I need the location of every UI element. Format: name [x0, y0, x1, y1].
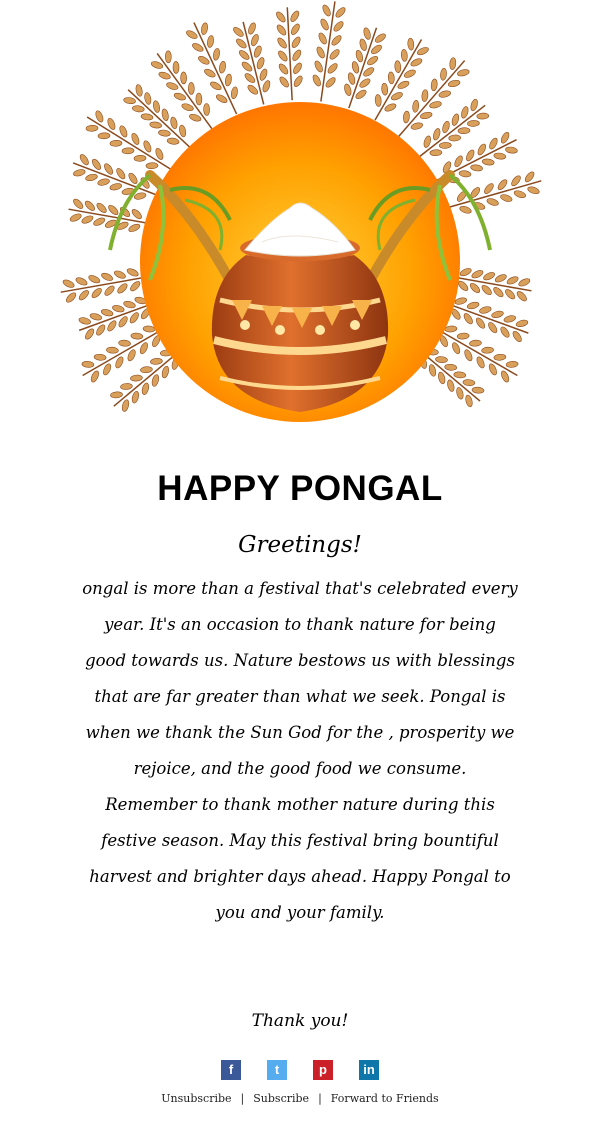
paddy-grain	[118, 340, 130, 347]
paddy-grain	[196, 93, 202, 105]
paddy-grain	[247, 22, 257, 35]
paddy-grain	[513, 189, 526, 199]
paddy-grain	[209, 80, 222, 91]
paddy-grain	[201, 22, 209, 35]
paddy-grain	[420, 111, 433, 120]
paddy-grain	[92, 216, 105, 227]
paddy-grain	[465, 149, 476, 162]
paddy-grain	[250, 33, 260, 46]
paddy-grain	[410, 122, 423, 131]
paddy-grain	[328, 48, 341, 61]
pongal-illustration	[0, 0, 600, 440]
paddy-grain	[72, 197, 85, 210]
paddy-grain	[173, 61, 179, 73]
paddy-grain	[112, 304, 125, 313]
paddy-grain	[403, 111, 410, 124]
paddy-grain	[446, 379, 455, 392]
paddy-grain	[388, 72, 395, 84]
message-paragraph-2: Remember to thank mother nature during this festive season. May this festival bring bountiful harvest and brighter days ahead. Happy Pongal to you and your family.	[89, 795, 511, 922]
paddy-grain	[130, 375, 142, 382]
paddy-grain	[161, 366, 170, 379]
paddy-grain	[114, 356, 125, 369]
paddy-grain	[523, 170, 535, 183]
paddy-grain	[481, 347, 493, 354]
paddy-grain	[253, 45, 263, 58]
paddy-grain	[232, 26, 245, 38]
paddy-grain	[343, 83, 352, 96]
paddy-grain	[118, 125, 128, 138]
paddy-grain	[115, 167, 127, 180]
unsubscribe-link[interactable]: Unsubscribe	[161, 1092, 232, 1105]
paddy-grain	[129, 280, 142, 293]
paddy-grain	[106, 347, 118, 354]
paddy-grain	[78, 316, 91, 325]
paddy-grain	[167, 137, 180, 145]
paddy-grain	[126, 267, 139, 278]
paddy-grain	[161, 108, 169, 121]
paddy-grain	[488, 137, 499, 150]
linkedin-icon[interactable]: in	[359, 1060, 379, 1080]
paddy-grain	[439, 142, 451, 149]
paddy-grain	[477, 113, 489, 120]
paddy-grain	[117, 315, 129, 328]
paddy-grain	[121, 399, 130, 412]
paddy-grain	[455, 387, 464, 400]
paddy-grain	[488, 363, 499, 376]
paddy-grain	[457, 333, 469, 340]
paddy-grain	[454, 371, 466, 378]
paddy-grain	[315, 46, 326, 59]
paddy-grain	[278, 75, 290, 88]
paddy-grain	[445, 325, 457, 332]
paddy-grain	[170, 116, 178, 129]
paddy-grain	[146, 162, 158, 169]
paddy-grain	[518, 277, 531, 288]
paddy-grain	[479, 306, 492, 315]
paddy-grain	[241, 60, 254, 72]
paddy-grain	[467, 120, 479, 127]
pinterest-icon[interactable]: p	[313, 1060, 333, 1080]
paddy-grain	[106, 319, 118, 332]
paddy-grain	[506, 275, 519, 286]
paddy-grain	[122, 147, 134, 154]
paddy-grain	[173, 92, 186, 102]
paddy-grain	[62, 278, 75, 289]
paddy-grain	[506, 361, 518, 368]
paddy-grain	[359, 38, 368, 51]
subscribe-link[interactable]: Subscribe	[253, 1092, 310, 1105]
message-body	[82, 571, 518, 931]
paddy-grain	[469, 282, 482, 295]
paddy-grain	[141, 113, 154, 121]
paddy-grain	[459, 267, 472, 278]
paddy-grain	[429, 100, 442, 109]
facebook-icon[interactable]: f	[221, 1060, 241, 1080]
page-title: HAPPY PONGAL	[157, 469, 443, 508]
paddy-grain	[238, 49, 251, 61]
paddy-grain	[276, 36, 288, 49]
paddy-grain	[213, 48, 221, 61]
paddy-grain	[458, 127, 470, 134]
paddy-grain	[69, 212, 82, 223]
paddy-grain	[275, 10, 287, 23]
paddy-grain	[432, 128, 441, 141]
paddy-grain	[492, 286, 505, 299]
paddy-grain	[332, 20, 345, 33]
paddy-grain	[113, 269, 126, 280]
paddy-grain	[500, 193, 513, 203]
paddy-grain	[291, 49, 302, 62]
paddy-grain	[319, 18, 330, 31]
paddy-grain	[292, 75, 303, 88]
paddy-grain	[493, 152, 506, 160]
paddy-grain	[362, 66, 375, 78]
paddy-grain	[397, 80, 410, 91]
paddy-grain	[149, 121, 162, 129]
paddy-grain	[390, 91, 403, 102]
paddy-grain	[449, 135, 461, 142]
paddy-grain	[453, 155, 464, 168]
paddy-grain	[515, 319, 528, 328]
paddy-grain	[459, 170, 472, 178]
paddy-grain	[73, 168, 86, 177]
paddy-grain	[127, 172, 139, 185]
pongal-hero-image	[0, 0, 600, 440]
paddy-grain	[275, 23, 287, 36]
paddy-grain	[180, 72, 186, 84]
paddy-grain	[470, 98, 479, 111]
paddy-grain	[131, 391, 140, 404]
paddy-grain	[503, 314, 516, 323]
paddy-grain	[475, 316, 487, 329]
paddy-grain	[410, 57, 423, 68]
paddy-grain	[130, 208, 143, 221]
paddy-grain	[219, 61, 227, 74]
paddy-grain	[152, 100, 160, 113]
paddy-grain	[438, 90, 451, 99]
paddy-grain	[235, 37, 248, 49]
paddy-grain	[150, 60, 163, 70]
paddy-grain	[412, 100, 419, 113]
paddy-grain	[317, 32, 328, 45]
paddy-grain	[97, 178, 110, 187]
footer-separator: |	[240, 1092, 245, 1105]
paddy-grain	[505, 146, 518, 154]
paddy-grain	[334, 6, 347, 19]
paddy-grain	[435, 356, 447, 363]
paddy-grain	[428, 364, 437, 377]
paddy-grain	[475, 356, 486, 369]
paddy-grain	[321, 4, 332, 17]
paddy-grain	[203, 68, 216, 79]
paddy-grain	[460, 106, 469, 119]
paddy-grain	[444, 364, 456, 371]
paddy-grain	[189, 113, 202, 123]
paddy-grain	[454, 297, 467, 306]
paddy-grain	[467, 301, 480, 310]
paddy-grain	[370, 43, 383, 55]
paddy-grain	[326, 62, 339, 75]
paddy-grain	[363, 27, 372, 40]
paddy-grain	[84, 199, 97, 212]
paddy-grain	[256, 57, 266, 70]
paddy-grain	[78, 289, 91, 302]
paddy-grain	[230, 86, 238, 99]
paddy-grain	[486, 197, 499, 207]
paddy-grain	[366, 55, 379, 67]
paddy-grain	[330, 34, 343, 47]
paddy-grain	[421, 89, 428, 102]
paddy-grain	[511, 330, 523, 343]
paddy-grain	[123, 300, 136, 309]
paddy-grain	[351, 61, 360, 74]
paddy-grain	[476, 143, 487, 156]
paddy-grain	[116, 282, 129, 295]
paddy-grain	[110, 391, 122, 398]
paddy-grain	[120, 383, 132, 390]
paddy-grain	[440, 68, 447, 81]
paddy-grain	[128, 223, 141, 234]
paddy-grain	[313, 60, 324, 73]
paddy-grain	[142, 140, 152, 153]
paddy-grain	[504, 288, 517, 301]
paddy-grain	[203, 103, 209, 115]
paddy-grain	[441, 120, 450, 133]
paddy-grain	[394, 60, 401, 72]
paddy-grain	[462, 312, 474, 325]
paddy-grain	[91, 158, 103, 171]
social-links	[0, 1060, 600, 1080]
paddy-grain	[290, 36, 301, 49]
paddy-grain	[491, 310, 504, 319]
paddy-grain	[101, 308, 114, 317]
paddy-grain	[401, 49, 408, 61]
paddy-grain	[139, 341, 150, 354]
paddy-grain	[141, 382, 150, 395]
paddy-grain	[375, 94, 382, 106]
paddy-grain	[215, 93, 228, 104]
paddy-grain	[246, 83, 259, 95]
paddy-grain	[82, 361, 94, 368]
paddy-grain	[143, 325, 155, 332]
paddy-grain	[110, 140, 122, 147]
paddy-grain	[480, 284, 493, 297]
paddy-grain	[188, 82, 194, 94]
paddy-grain	[144, 92, 152, 105]
paddy-grain	[465, 394, 474, 407]
paddy-grain	[100, 272, 113, 283]
paddy-grain	[483, 182, 495, 195]
paddy-grain	[134, 155, 146, 162]
twitter-icon[interactable]: t	[267, 1060, 287, 1080]
paddy-grain	[90, 370, 101, 383]
greeting-heading: Greetings!	[238, 532, 362, 558]
paddy-grain	[347, 72, 356, 85]
forward-to-friends-link[interactable]: Forward to Friends	[330, 1092, 439, 1105]
paddy-grain	[94, 354, 106, 361]
paddy-grain	[65, 291, 78, 304]
paddy-grain	[311, 74, 322, 87]
paddy-grain	[463, 349, 474, 362]
footer-separator: |	[318, 1092, 322, 1105]
paddy-grain	[158, 71, 171, 81]
paddy-grain	[457, 68, 470, 77]
paddy-grain	[470, 164, 483, 172]
paddy-grain	[123, 97, 136, 105]
paddy-grain	[90, 287, 103, 300]
paddy-grain	[135, 84, 143, 97]
paddy-grain	[500, 370, 511, 383]
paddy-grain	[75, 276, 88, 287]
paddy-grain	[448, 79, 461, 88]
thank-you-text: Thank you!	[251, 1011, 349, 1031]
paddy-grain	[191, 42, 204, 53]
paddy-grain	[451, 113, 460, 126]
paddy-grain	[103, 284, 116, 297]
paddy-grain	[89, 312, 102, 321]
paddy-grain	[132, 105, 145, 113]
paddy-grain	[259, 68, 269, 81]
paddy-grain	[98, 132, 110, 139]
paddy-grain	[178, 125, 186, 138]
paddy-grain	[527, 186, 540, 196]
paddy-grain	[107, 204, 120, 217]
paddy-grain	[128, 311, 140, 324]
paddy-grain	[290, 23, 301, 36]
paddy-grain	[150, 358, 162, 365]
paddy-grain	[94, 110, 104, 123]
paddy-grain	[487, 321, 499, 334]
paddy-grain	[437, 371, 446, 384]
paddy-grain	[197, 55, 210, 66]
paddy-grain	[431, 79, 438, 92]
paddy-grain	[95, 323, 107, 336]
paddy-grain	[496, 178, 508, 191]
paddy-grain	[494, 273, 507, 284]
paddy-grain	[165, 51, 171, 63]
paddy-grain	[130, 132, 140, 145]
paddy-grain	[515, 290, 528, 303]
paddy-grain	[109, 182, 122, 191]
paddy-grain	[131, 333, 143, 340]
paddy-grain	[463, 379, 475, 386]
paddy-grain	[407, 38, 414, 50]
paddy-grain	[185, 29, 198, 40]
paddy-grain	[469, 340, 481, 347]
paddy-grain	[166, 81, 179, 91]
paddy-grain	[95, 202, 108, 215]
paddy-grain	[403, 68, 416, 79]
paddy-grain	[430, 149, 442, 156]
paddy-grain	[482, 271, 495, 282]
paddy-grain	[423, 135, 432, 148]
paddy-grain	[151, 374, 160, 387]
paddy-grain	[81, 214, 94, 225]
paddy-grain	[451, 341, 462, 354]
paddy-grain	[154, 147, 164, 160]
paddy-grain	[78, 153, 90, 166]
paddy-grain	[102, 363, 113, 376]
paddy-grain	[354, 88, 367, 100]
paddy-grain	[374, 32, 387, 44]
paddy-grain	[85, 173, 98, 182]
paddy-grain	[126, 349, 137, 362]
paddy-grain	[261, 80, 271, 93]
paddy-grain	[243, 72, 256, 84]
message-paragraph-1: ongal is more than a festival that's celebrated every year. It's an occasion to thank nature for being good towards us. Nature bestows us with blessings that are far greater than what we seek. Pongal is when we thank the Sun God for the , prosperity we rejoice, and the good food we consume.	[82, 579, 518, 778]
paddy-grain	[88, 274, 101, 285]
paddy-grain	[510, 174, 522, 187]
paddy-grain	[207, 35, 215, 48]
paddy-grain	[459, 205, 472, 215]
paddy-grain	[358, 77, 371, 89]
paddy-grain	[472, 387, 484, 394]
paddy-grain	[449, 57, 456, 70]
paddy-grain	[494, 354, 506, 361]
paddy-grain	[416, 46, 429, 57]
footer-links	[0, 1090, 600, 1108]
paddy-grain	[106, 117, 116, 130]
paddy-grain	[181, 102, 194, 112]
paddy-grain	[500, 131, 511, 144]
paddy-grain	[140, 366, 152, 373]
paddy-grain	[277, 49, 289, 62]
paddy-grain	[224, 74, 232, 87]
paddy-grain	[499, 325, 511, 338]
paddy-grain	[384, 102, 397, 113]
paddy-grain	[158, 129, 171, 137]
paddy-grain	[355, 50, 364, 63]
paddy-grain	[289, 10, 300, 23]
paddy-grain	[482, 158, 495, 166]
paddy-grain	[292, 62, 303, 75]
paddy-grain	[103, 162, 115, 175]
paddy-grain	[471, 269, 484, 280]
paddy-grain	[324, 76, 337, 89]
paddy-grain	[86, 125, 98, 132]
paddy-grain	[84, 327, 96, 340]
paddy-grain	[277, 62, 289, 75]
paddy-grain	[381, 83, 388, 95]
